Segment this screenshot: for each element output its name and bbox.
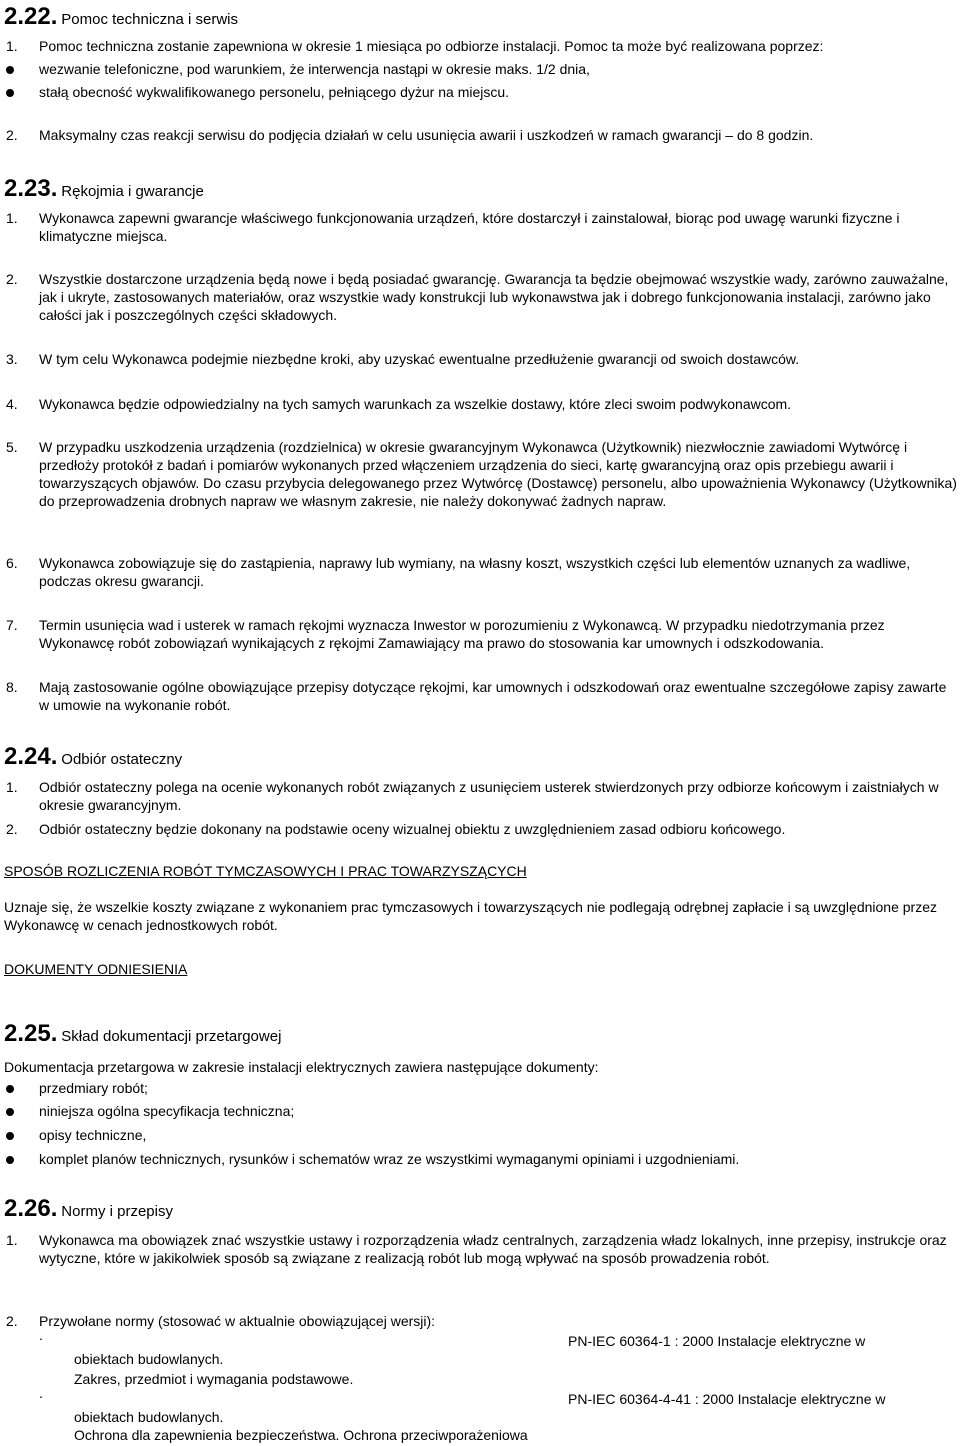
item-number: 7. [6, 617, 18, 633]
item-number: 1. [6, 779, 18, 795]
section-number: 2.23. [4, 175, 58, 202]
section-number: 2.22. [4, 3, 58, 30]
norm-code-continuation: obiektach budowlanych. [74, 1409, 224, 1425]
norm-code: PN-IEC 60364-4-41 : 2000 Instalacje elektryczne w [568, 1391, 886, 1407]
item-number: 5. [6, 439, 18, 455]
section-2-25-heading [4, 1021, 281, 1047]
section-number: 2.24. [4, 743, 58, 770]
norm-description: Zakres, przedmiot i wymagania podstawowe. [74, 1371, 354, 1387]
bullet-text: wezwanie telefoniczne, pod warunkiem, że interwencja nastąpi w okresie maks. 1/2 dnia, [39, 61, 590, 77]
bullet-text: przedmiary robót; [39, 1080, 148, 1096]
list-item: Wykonawca zapewni gwarancje właściwego funkcjonowania urządzeń, które dostarczył i zainstalował, biorąc pod uwagę warunki fizyczne i klimatyczne miejsca. [39, 210, 900, 244]
bullet-text: stałą obecność wykwalifikowanego personelu, pełniącego dyżur na miejscu. [39, 84, 510, 100]
intro-text: Dokumentacja przetargowa w zakresie instalacji elektrycznych zawiera następujące dokumenty: [4, 1059, 599, 1075]
section-title: Pomoc techniczna i serwis [61, 11, 239, 28]
norm-code: PN-IEC 60364-1 : 2000 Instalacje elektryczne w [568, 1333, 866, 1349]
list-item: W przypadku uszkodzenia urządzenia (rozdzielnica) w okresie gwarancyjnym Wykonawca (Użytkownik) niezwłocznie zawiadomi Wytwórcę i przedłoży protokół z badań i pomiarów wykonanych przed włączeniem urządzenia do sieci, kartę gwarancyjną oraz opis przebiegu awarii i towarzyszących objawów. Do czasu przybycia delegowanego przez Wytwórcę (Dostawcę) personelu, albo upoważnienia Wykonawcy (Użytkownika) do przeprowadzenia drobnych napraw we własnym zakresie, nie należy dokonywać żadnych napraw. [39, 439, 957, 509]
section-title: Odbiór ostateczny [61, 751, 183, 768]
section-2-26-heading [4, 1196, 173, 1222]
bullet-text: opisy techniczne, [39, 1127, 147, 1143]
section-number: 2.25. [4, 1020, 58, 1047]
bullet [6, 1132, 14, 1140]
bullet [6, 89, 14, 97]
bullet [6, 66, 14, 74]
list-item: Wszystkie dostarczone urządzenia będą nowe i będą posiadać gwarancję. Gwarancja ta będzie obejmować wszystkie wady, zarówno zauważalne, jak i ukryte, zastosowanych materiałów, oraz wszystkie wady konstrukcji lub wykonawstwa jak i dobrego funkcjonowania instalacji, zarówno jako całości jak i poszczególnych części składowych. [39, 271, 949, 323]
section-title: Skład dokumentacji przetargowej [61, 1028, 282, 1045]
list-item: Wykonawca będzie odpowiedzialny na tych samych warunkach za wszelkie dostawy, które zleci swoim podwykonawcom. [39, 396, 792, 412]
bullet [6, 1108, 14, 1116]
section-2-24-heading [4, 744, 182, 770]
section-2-22-heading [4, 4, 238, 30]
settlement-text: Uznaje się, że wszelkie koszty związane z wykonaniem prac tymczasowych i towarzyszących nie podlegają odrębnej zapłacie i są uwzględnione przez Wykonawcę w cenach jednostkowych robót. [4, 899, 937, 933]
item-number: 2. [6, 1313, 18, 1329]
item-number: 1. [6, 1232, 18, 1248]
norm-marker: . [39, 1385, 43, 1401]
item-number: 2. [6, 127, 18, 143]
reference-documents-heading: DOKUMENTY ODNIESIENIA [4, 961, 188, 977]
bullet-text: komplet planów technicznych, rysunków i schematów wraz ze wszystkimi wymaganymi opiniami i uzgodnieniami. [39, 1151, 740, 1167]
norm-description: Ochrona dla zapewnienia bezpieczeństwa. Ochrona przeciwporażeniowa [74, 1427, 528, 1443]
item-number: 8. [6, 679, 18, 695]
norm-code-continuation: obiektach budowlanych. [74, 1351, 224, 1367]
section-title: Normy i przepisy [61, 1203, 173, 1220]
paragraph: Wykonawca ma obowiązek znać wszystkie ustawy i rozporządzenia władz centralnych, zarządzenia władz lokalnych, inne przepisy, instrukcje oraz wytyczne, które w jakikolwiek sposób są związane z realizacją robót lub mogą wpływać na sposób prowadzenia robót. [39, 1232, 947, 1266]
item-number: 6. [6, 555, 18, 571]
bullet [6, 1085, 14, 1093]
bullet [6, 1156, 14, 1164]
section-number: 2.26. [4, 1195, 58, 1222]
norm-marker: . [39, 1327, 43, 1343]
item-number: 1. [6, 210, 18, 226]
list-item: Mają zastosowanie ogólne obowiązujące przepisy dotyczące rękojmi, kar umownych i odszkodowań oraz ewentualne szczegółowe zapisy zawarte w umowie na wykonanie robót. [39, 679, 947, 713]
list-item: Odbiór ostateczny polega na ocenie wykonanych robót związanych z usunięciem usterek stwierdzonych przy odbiorze końcowym i zaistniałych w okresie gwarancyjnym. [39, 779, 939, 813]
paragraph: Pomoc techniczna zostanie zapewniona w okresie 1 miesiąca po odbiorze instalacji. Pomoc ta może być realizowana poprzez: [39, 38, 824, 54]
list-item: Termin usunięcia wad i usterek w ramach rękojmi wyznacza Inwestor w porozumieniu z Wykonawcą. W przypadku niedotrzymania przez Wykonawcę robót zobowiązań wynikających z rękojmi Zamawiający ma prawo do stosowania kar umownych i odszkodowania. [39, 617, 885, 651]
item-number: 2. [6, 271, 18, 287]
item-number: 1. [6, 38, 18, 54]
section-title: Rękojmia i gwarancje [61, 183, 204, 200]
item-number: 4. [6, 396, 18, 412]
item-number: 2. [6, 821, 18, 837]
section-2-23-heading [4, 176, 204, 202]
list-item: Wykonawca zobowiązuje się do zastąpienia, naprawy lub wymiany, na własny koszt, wszystkich części lub elementów uznanych za wadliwe, podczas okresu gwarancji. [39, 555, 911, 589]
item-number: 3. [6, 351, 18, 367]
settlement-heading: SPOSÓB ROZLICZENIA ROBÓT TYMCZASOWYCH I PRAC TOWARZYSZĄCYCH [4, 863, 527, 879]
paragraph: Przywołane normy (stosować w aktualnie obowiązującej wersji): [39, 1313, 436, 1329]
list-item: Odbiór ostateczny będzie dokonany na podstawie oceny wizualnej obiektu z uwzględnieniem zasad odbioru końcowego. [39, 821, 786, 837]
list-item: W tym celu Wykonawca podejmie niezbędne kroki, aby uzyskać ewentualne przedłużenie gwarancji od swoich dostawców. [39, 351, 800, 367]
bullet-text: niniejsza ogólna specyfikacja techniczna; [39, 1103, 295, 1119]
paragraph: Maksymalny czas reakcji serwisu do podjęcia działań w celu usunięcia awarii i uszkodzeń w ramach gwarancji – do 8 godzin. [39, 127, 814, 143]
